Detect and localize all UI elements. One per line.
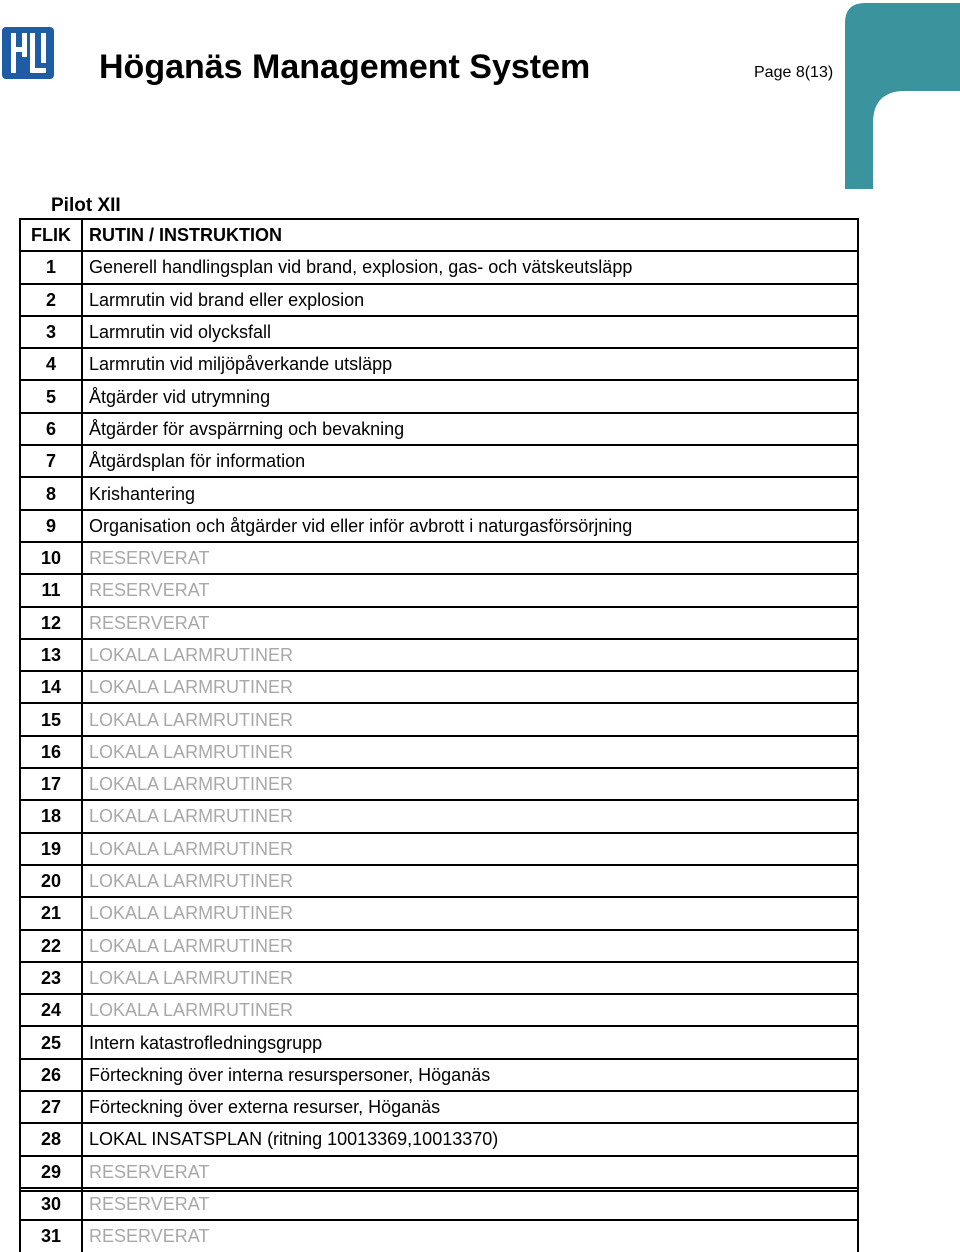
rutin-text: LOKALA LARMRUTINER <box>82 865 858 897</box>
table-row <box>20 445 858 477</box>
flik-number: 16 <box>20 736 82 768</box>
table-row <box>20 768 858 800</box>
table-row <box>20 800 858 832</box>
flik-number: 25 <box>20 1026 82 1058</box>
flik-number: 28 <box>20 1123 82 1155</box>
flik-number: 2 <box>20 284 82 316</box>
table-row <box>20 1059 858 1091</box>
rutin-text: RESERVERAT <box>82 574 858 606</box>
table-row <box>20 962 858 994</box>
rutin-text: Intern katastrofledningsgrupp <box>82 1026 858 1058</box>
flik-number: 26 <box>20 1059 82 1091</box>
rutin-text: RESERVERAT <box>82 542 858 574</box>
rutin-text: Larmrutin vid brand eller explosion <box>82 284 858 316</box>
table-row <box>20 348 858 380</box>
flik-number: 12 <box>20 607 82 639</box>
flik-number: 14 <box>20 671 82 703</box>
rutin-text: Larmrutin vid olycksfall <box>82 316 858 348</box>
rutin-text: LOKALA LARMRUTINER <box>82 994 858 1026</box>
flik-number: 31 <box>20 1220 82 1251</box>
table-row <box>20 380 858 412</box>
document-title: Höganäs Management System <box>99 48 591 86</box>
rutin-text: RESERVERAT <box>82 607 858 639</box>
table-row <box>20 510 858 542</box>
flik-number: 20 <box>20 865 82 897</box>
flik-number: 23 <box>20 962 82 994</box>
rutin-text: Generell handlingsplan vid brand, explosion, gas- och vätskeutsläpp <box>82 251 858 283</box>
table-row <box>20 607 858 639</box>
rutin-text: RESERVERAT <box>82 1188 858 1220</box>
flik-number: 19 <box>20 833 82 865</box>
flik-number: 1 <box>20 251 82 283</box>
flik-number: 30 <box>20 1188 82 1220</box>
rutin-text: Förteckning över externa resurser, Höganäs <box>82 1091 858 1123</box>
table-row <box>20 671 858 703</box>
table-row <box>20 542 858 574</box>
flik-number: 21 <box>20 897 82 929</box>
table-row <box>20 703 858 735</box>
table-row <box>20 897 858 929</box>
flik-number: 6 <box>20 413 82 445</box>
flik-number: 17 <box>20 768 82 800</box>
table-row <box>20 251 858 283</box>
page-number: Page 8(13) <box>754 64 834 81</box>
rutin-text: LOKALA LARMRUTINER <box>82 671 858 703</box>
table-row <box>20 574 858 606</box>
flik-number: 3 <box>20 316 82 348</box>
table-row <box>20 1156 858 1188</box>
rutin-text: RESERVERAT <box>82 1220 858 1251</box>
rutin-text: LOKALA LARMRUTINER <box>82 639 858 671</box>
column-header-flik: FLIK <box>20 220 82 251</box>
flik-number: 11 <box>20 574 82 606</box>
table-row <box>20 736 858 768</box>
section-title: Pilot XII <box>51 195 121 216</box>
routines-table-wrapper <box>19 218 859 1247</box>
table-row <box>20 413 858 445</box>
table-row <box>20 1123 858 1155</box>
rutin-text: LOKALA LARMRUTINER <box>82 736 858 768</box>
table-row <box>20 639 858 671</box>
flik-number: 27 <box>20 1091 82 1123</box>
flik-number: 4 <box>20 348 82 380</box>
flik-number: 15 <box>20 703 82 735</box>
rutin-text: LOKALA LARMRUTINER <box>82 897 858 929</box>
table-row <box>20 994 858 1026</box>
hoganas-logo <box>2 27 54 79</box>
rutin-text: Krishantering <box>82 477 858 509</box>
rutin-text: LOKALA LARMRUTINER <box>82 833 858 865</box>
table-row <box>20 1091 858 1123</box>
flik-number: 22 <box>20 930 82 962</box>
rutin-text: LOKALA LARMRUTINER <box>82 800 858 832</box>
corner-decoration <box>845 3 960 189</box>
flik-number: 7 <box>20 445 82 477</box>
flik-number: 18 <box>20 800 82 832</box>
table-row <box>20 284 858 316</box>
table-row <box>20 930 858 962</box>
flik-number: 9 <box>20 510 82 542</box>
rutin-text: Organisation och åtgärder vid eller inför avbrott i naturgasförsörjning <box>82 510 858 542</box>
table-header-row <box>20 220 858 251</box>
rutin-text: LOKAL INSATSPLAN (ritning 10013369,10013370) <box>82 1123 858 1155</box>
table-row <box>20 865 858 897</box>
rutin-text: LOKALA LARMRUTINER <box>82 703 858 735</box>
table-row <box>20 316 858 348</box>
table-row <box>20 1026 858 1058</box>
flik-number: 13 <box>20 639 82 671</box>
rutin-text: RESERVERAT <box>82 1156 858 1188</box>
rutin-text: Larmrutin vid miljöpåverkande utsläpp <box>82 348 858 380</box>
flik-number: 24 <box>20 994 82 1026</box>
table-row <box>20 477 858 509</box>
rutin-text: Åtgärdsplan för information <box>82 445 858 477</box>
rutin-text: Förteckning över interna resurspersoner, Höganäs <box>82 1059 858 1091</box>
rutin-text: LOKALA LARMRUTINER <box>82 930 858 962</box>
rutin-text: LOKALA LARMRUTINER <box>82 962 858 994</box>
flik-number: 29 <box>20 1156 82 1188</box>
flik-number: 8 <box>20 477 82 509</box>
routines-table <box>19 220 859 1252</box>
table-row <box>20 1220 858 1251</box>
flik-number: 10 <box>20 542 82 574</box>
rutin-text: LOKALA LARMRUTINER <box>82 768 858 800</box>
flik-number: 5 <box>20 380 82 412</box>
table-row <box>20 833 858 865</box>
rutin-text: Åtgärder för avspärrning och bevakning <box>82 413 858 445</box>
table-row <box>20 1188 858 1220</box>
column-header-rutin: RUTIN / INSTRUKTION <box>82 220 858 251</box>
rutin-text: Åtgärder vid utrymning <box>82 380 858 412</box>
